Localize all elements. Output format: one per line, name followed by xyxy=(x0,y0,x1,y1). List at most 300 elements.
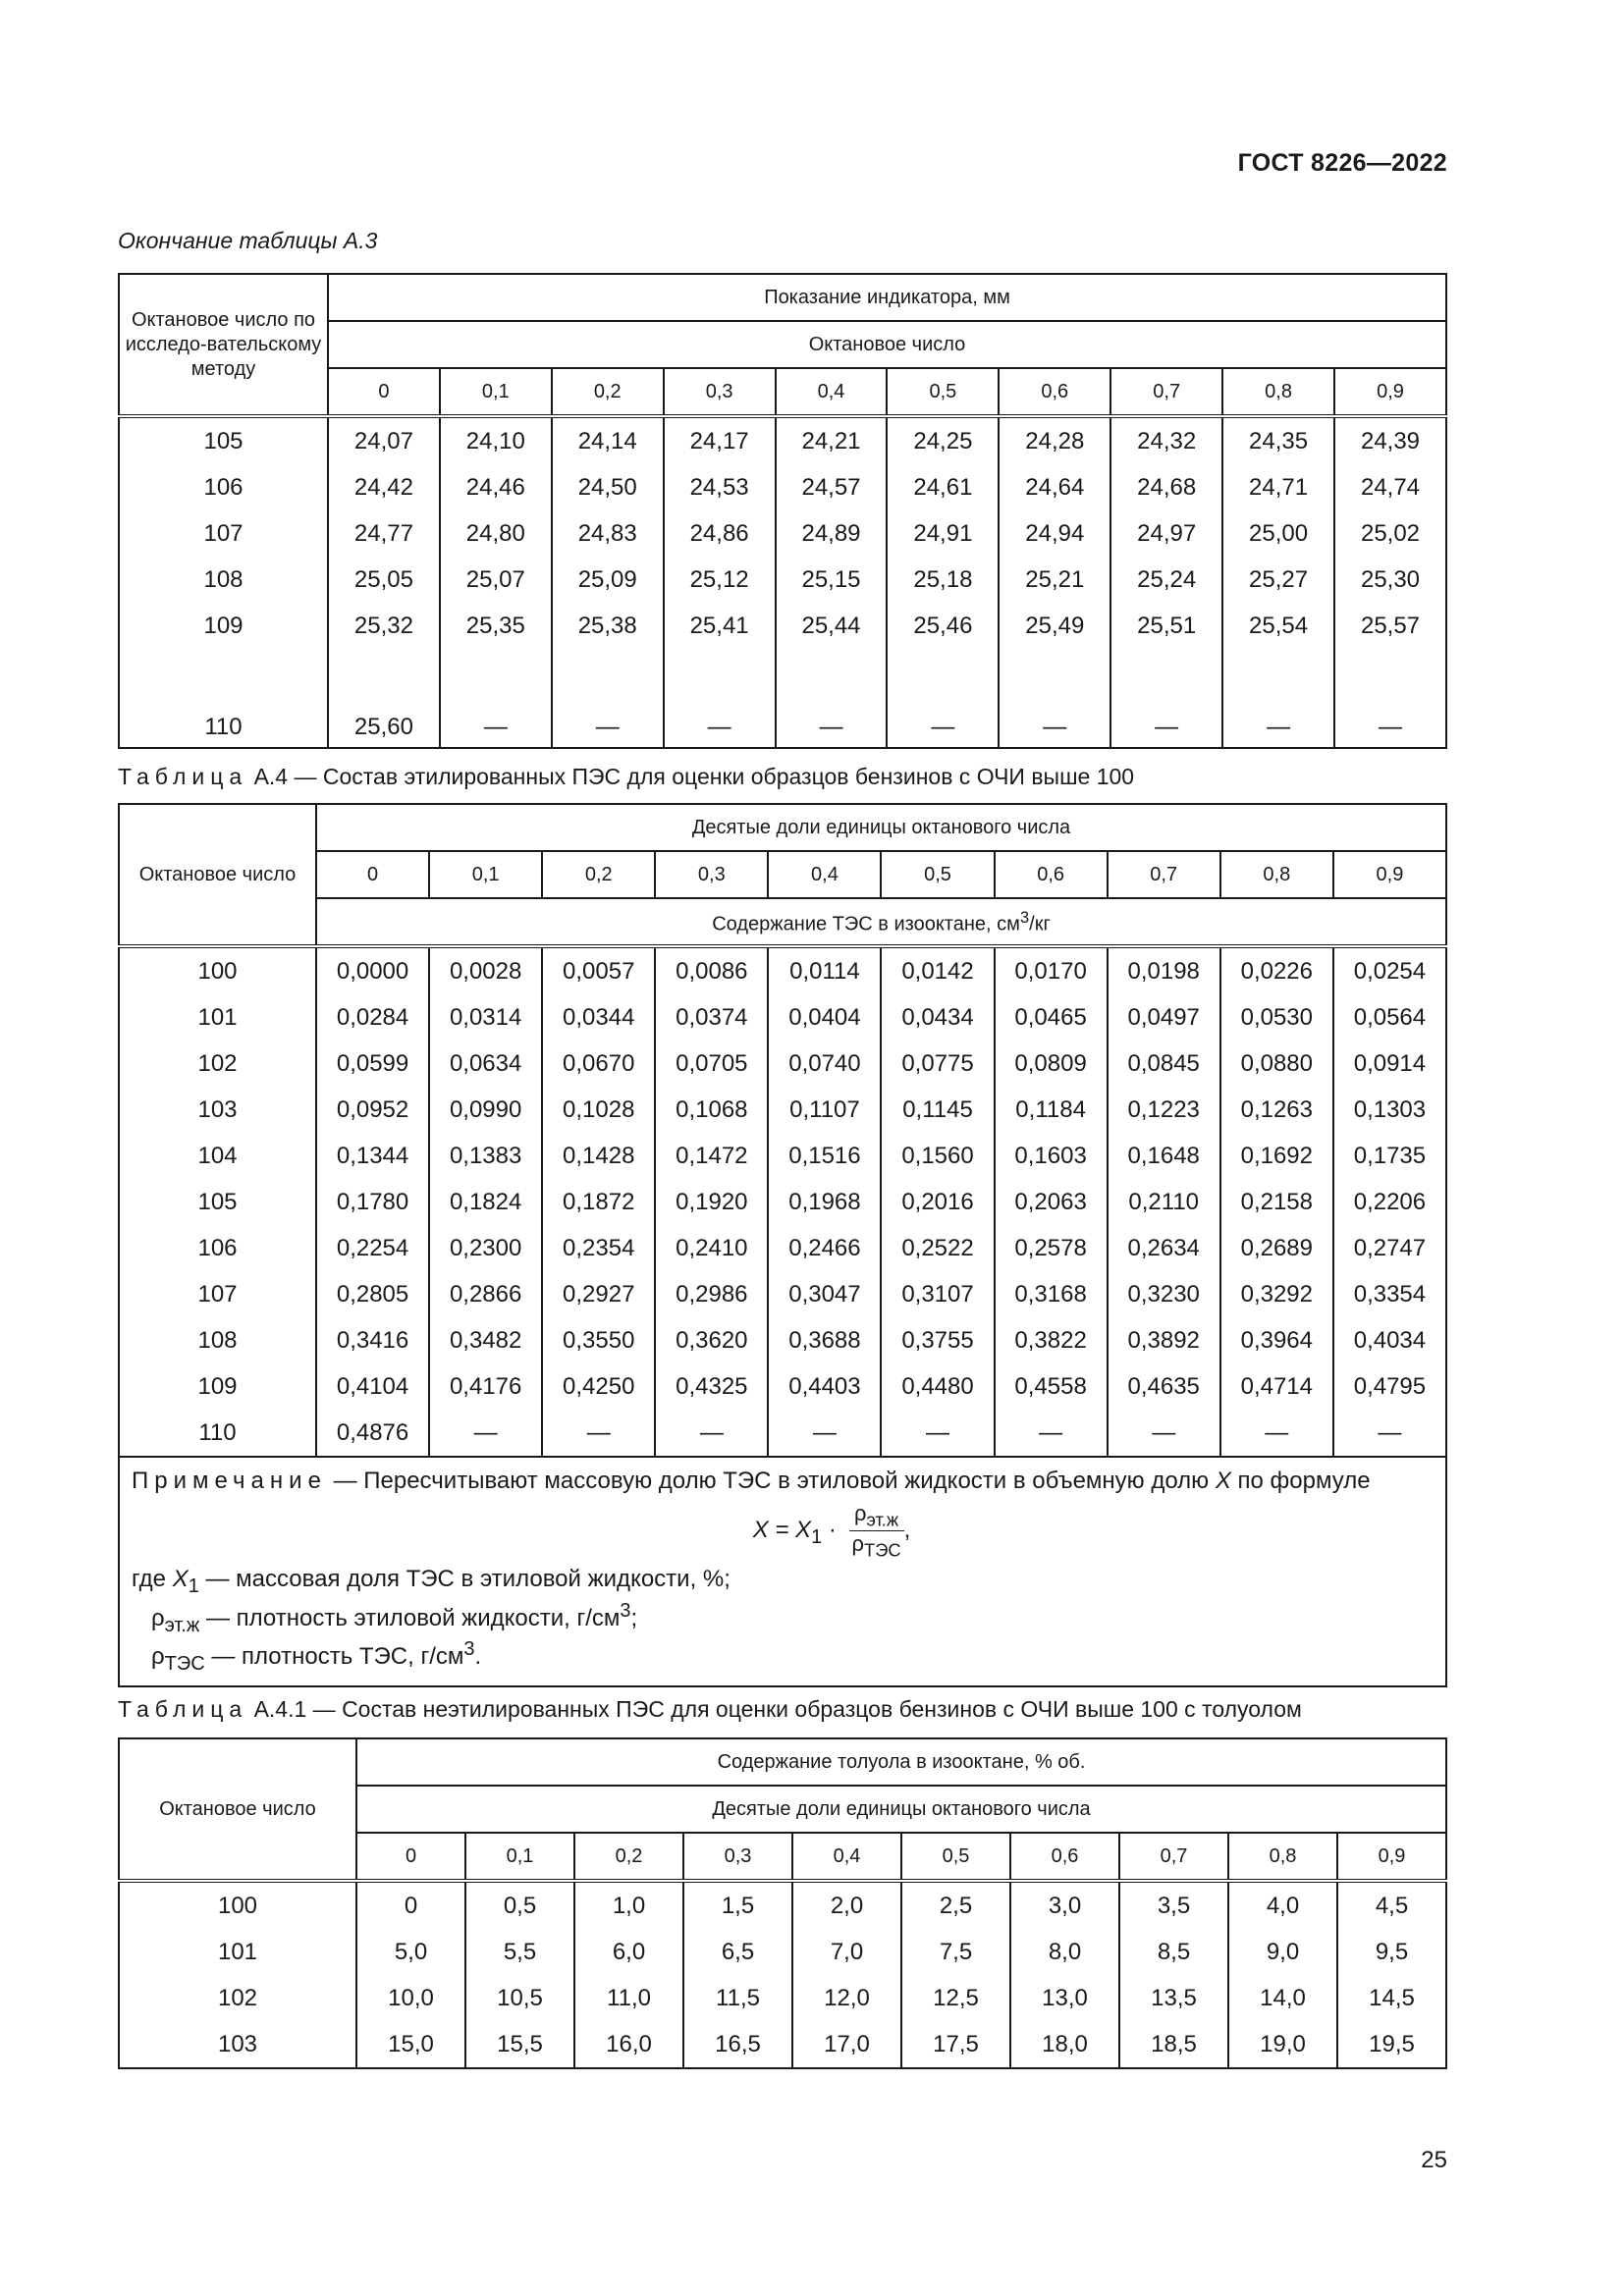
table-cell: 24,07 xyxy=(328,416,440,464)
table-cell: 0,0990 xyxy=(429,1087,542,1133)
row-label: 106 xyxy=(119,464,328,510)
column-header: 0,6 xyxy=(1010,1833,1119,1881)
table-cell: 13,5 xyxy=(1119,1975,1228,2021)
unit-text: Содержание ТЭС в изооктане, см xyxy=(712,913,1020,935)
table-cell: 3,5 xyxy=(1119,1881,1228,1929)
table-word: Таблица xyxy=(118,764,248,789)
column-header: 0,5 xyxy=(887,368,999,416)
table-cell: 24,80 xyxy=(440,510,552,557)
table-cell: 3,0 xyxy=(1010,1881,1119,1929)
table-cell: — xyxy=(1220,1410,1333,1457)
table-cell: 0,3047 xyxy=(768,1271,881,1317)
row-label: 103 xyxy=(119,1087,316,1133)
column-header: 0,7 xyxy=(1108,851,1220,898)
table-cell: 0,0254 xyxy=(1333,946,1446,994)
table-cell: 0,3620 xyxy=(655,1317,768,1363)
group-header: Десятые доли единицы октанового числа xyxy=(316,804,1446,851)
table-cell: 24,35 xyxy=(1222,416,1334,464)
column-header: 0 xyxy=(356,1833,465,1881)
table-cell: 0,1735 xyxy=(1333,1133,1446,1179)
table-cell: 0,0374 xyxy=(655,994,768,1041)
table-row xyxy=(119,464,1446,510)
table-row xyxy=(119,1087,1446,1133)
table-cell: 24,91 xyxy=(887,510,999,557)
table-cell: 25,24 xyxy=(1110,557,1222,603)
table-cell: 25,35 xyxy=(440,603,552,649)
table-cell: 0,0198 xyxy=(1108,946,1220,994)
row-label: 107 xyxy=(119,1271,316,1317)
table-cell: 24,50 xyxy=(552,464,664,510)
table-cell: 1,0 xyxy=(574,1881,683,1929)
table-cell: 0,4034 xyxy=(1333,1317,1446,1363)
column-header: 0,3 xyxy=(683,1833,792,1881)
table-row xyxy=(119,946,1446,994)
column-header: 0,4 xyxy=(768,851,881,898)
table-cell: 25,57 xyxy=(1334,603,1446,649)
table-cell: 25,27 xyxy=(1222,557,1334,603)
formula-denominator xyxy=(849,1531,904,1561)
row-label: 101 xyxy=(119,994,316,1041)
formula xyxy=(230,1501,1434,1562)
table-cell: 0,4558 xyxy=(995,1363,1108,1410)
table-cell: — xyxy=(999,649,1110,748)
formula-dot: · xyxy=(822,1517,843,1544)
table-cell: 0,2634 xyxy=(1108,1225,1220,1271)
table-cell: 0,2466 xyxy=(768,1225,881,1271)
table-cell: 24,77 xyxy=(328,510,440,557)
table-cell: 19,5 xyxy=(1337,2021,1446,2068)
table-cell: 24,10 xyxy=(440,416,552,464)
table-cell: 25,46 xyxy=(887,603,999,649)
table-cell: 24,61 xyxy=(887,464,999,510)
table-row xyxy=(119,510,1446,557)
table-cell: 0,4795 xyxy=(1333,1363,1446,1410)
sub-header: Десятые доли единицы октанового числа xyxy=(356,1786,1446,1833)
table-cell: 24,97 xyxy=(1110,510,1222,557)
column-header: 0,5 xyxy=(901,1833,1010,1881)
formula-lhs: X = X xyxy=(752,1517,812,1544)
row-label: 106 xyxy=(119,1225,316,1271)
column-header: 0,3 xyxy=(664,368,776,416)
note-text-2: по формуле xyxy=(1230,1468,1371,1494)
table-cell: 0,2158 xyxy=(1220,1179,1333,1225)
table-cell: 24,57 xyxy=(776,464,888,510)
table-cell: — xyxy=(1222,649,1334,748)
column-header: 0,7 xyxy=(1119,1833,1228,1881)
table-cell: 2,0 xyxy=(792,1881,901,1929)
rho-end: . xyxy=(474,1643,482,1671)
table-cell: 7,0 xyxy=(792,1929,901,1975)
table-cell: 25,30 xyxy=(1334,557,1446,603)
table-cell: 0,0670 xyxy=(542,1041,655,1087)
row-header: Октановое число xyxy=(119,1738,356,1881)
where-var: X xyxy=(172,1565,189,1592)
table-cell: 25,02 xyxy=(1334,510,1446,557)
row-label: 109 xyxy=(119,603,328,649)
table-cell: 9,0 xyxy=(1228,1929,1337,1975)
table-cell: 0,2410 xyxy=(655,1225,768,1271)
table-row xyxy=(119,2021,1446,2068)
table-cell: 25,00 xyxy=(1222,510,1334,557)
table-note xyxy=(119,1457,1446,1686)
table-cell: 24,42 xyxy=(328,464,440,510)
caption-text: А.4.1 — Состав неэтилированных ПЭС для оценки образцов бензинов с ОЧИ выше 100 с толуолом xyxy=(253,1696,1302,1722)
table-cell: 6,0 xyxy=(574,1929,683,1975)
table-cell: 0,0028 xyxy=(429,946,542,994)
table-cell: — xyxy=(552,649,664,748)
table-row xyxy=(119,557,1446,603)
table-cell: 0,0634 xyxy=(429,1041,542,1087)
table-cell: 4,5 xyxy=(1337,1881,1446,1929)
table-cell: — xyxy=(887,649,999,748)
column-header: 0,6 xyxy=(999,368,1110,416)
table-cell: 0,1263 xyxy=(1220,1087,1333,1133)
table-row xyxy=(119,1271,1446,1317)
table-row xyxy=(119,1881,1446,1929)
where-var-sub: 1 xyxy=(188,1575,199,1597)
table-cell: 0,0952 xyxy=(316,1087,429,1133)
table-cell: 25,51 xyxy=(1110,603,1222,649)
table-cell: 0,2805 xyxy=(316,1271,429,1317)
table-row xyxy=(119,416,1446,464)
row-label: 102 xyxy=(119,1975,356,2021)
table-cell: 0,4876 xyxy=(316,1410,429,1457)
numerator-sub: эт.ж xyxy=(866,1509,899,1530)
formula-lhs-sub: 1 xyxy=(811,1526,823,1549)
table-a3-continuation-caption: Окончание таблицы А.3 xyxy=(118,228,378,253)
column-header: 0,7 xyxy=(1110,368,1222,416)
formula-comma: , xyxy=(903,1517,911,1544)
table-cell: 0,0740 xyxy=(768,1041,881,1087)
row-label: 100 xyxy=(119,1881,356,1929)
table-cell: 0,3550 xyxy=(542,1317,655,1363)
table-cell: 0,3354 xyxy=(1333,1271,1446,1317)
table-cell: 0,0086 xyxy=(655,946,768,994)
table-row xyxy=(119,1317,1446,1363)
table-cell: — xyxy=(1333,1410,1446,1457)
table-cell: 25,05 xyxy=(328,557,440,603)
table-cell: 0,1692 xyxy=(1220,1133,1333,1179)
note-text-1: — Пересчитывают массовую долю ТЭС в этиловой жидкости в объемную долю xyxy=(333,1468,1216,1494)
table-cell: 0,0114 xyxy=(768,946,881,994)
table-cell: 0,2254 xyxy=(316,1225,429,1271)
table-cell: 0,1920 xyxy=(655,1179,768,1225)
table-cell: 10,0 xyxy=(356,1975,465,2021)
table-cell: 0,1184 xyxy=(995,1087,1108,1133)
table-cell: 7,5 xyxy=(901,1929,1010,1975)
note-label: Примечание xyxy=(132,1468,327,1494)
table-cell: 0,0284 xyxy=(316,994,429,1041)
denominator-rho: ρ xyxy=(851,1531,865,1557)
row-label: 105 xyxy=(119,1179,316,1225)
table-a4-caption xyxy=(118,764,1134,790)
table-cell: 24,64 xyxy=(999,464,1110,510)
unit-superscript: 3 xyxy=(1019,907,1030,927)
table-cell: 25,09 xyxy=(552,557,664,603)
table-cell: 0,2689 xyxy=(1220,1225,1333,1271)
table-cell: 0,2522 xyxy=(881,1225,994,1271)
column-header: 0,6 xyxy=(995,851,1108,898)
table-cell: 18,5 xyxy=(1119,2021,1228,2068)
table-cell: 25,44 xyxy=(776,603,888,649)
table-row xyxy=(119,1179,1446,1225)
table-cell: 0,1516 xyxy=(768,1133,881,1179)
column-header: 0,4 xyxy=(792,1833,901,1881)
table-row xyxy=(119,1225,1446,1271)
table-cell: 0,0809 xyxy=(995,1041,1108,1087)
table-cell: 0,0845 xyxy=(1108,1041,1220,1087)
row-label: 107 xyxy=(119,510,328,557)
table-cell: 19,0 xyxy=(1228,2021,1337,2068)
rho-sub: ТЭС xyxy=(164,1653,205,1676)
rho-symbol: ρ xyxy=(151,1643,165,1671)
table-cell: 25,32 xyxy=(328,603,440,649)
rho-sup: 3 xyxy=(620,1599,631,1622)
rho-sub: эт.ж xyxy=(164,1614,200,1636)
table-cell: — xyxy=(542,1410,655,1457)
rho-ethyl-line xyxy=(132,1600,1434,1637)
table-cell: 0,1028 xyxy=(542,1087,655,1133)
column-header: 0 xyxy=(328,368,440,416)
sub-header: Октановое число xyxy=(328,321,1446,368)
row-label: 108 xyxy=(119,1317,316,1363)
table-cell: 0,0497 xyxy=(1108,994,1220,1041)
numerator-rho: ρ xyxy=(853,1501,867,1525)
table-cell: 0,3482 xyxy=(429,1317,542,1363)
table-cell: 0,2016 xyxy=(881,1179,994,1225)
table-cell: 0,2300 xyxy=(429,1225,542,1271)
unit-tail: /кг xyxy=(1029,913,1051,935)
table-cell: 0,2866 xyxy=(429,1271,542,1317)
column-header: 0,9 xyxy=(1333,851,1446,898)
table-cell: 12,0 xyxy=(792,1975,901,2021)
table-cell: — xyxy=(1108,1410,1220,1457)
table-row xyxy=(119,1410,1446,1457)
table-cell: 8,0 xyxy=(1010,1929,1119,1975)
table-cell: 16,0 xyxy=(574,2021,683,2068)
table-cell: — xyxy=(768,1410,881,1457)
table-cell: 0,1223 xyxy=(1108,1087,1220,1133)
table-cell: 0,0170 xyxy=(995,946,1108,994)
table-cell: 5,0 xyxy=(356,1929,465,1975)
table-cell: — xyxy=(429,1410,542,1457)
table-cell: 0,2206 xyxy=(1333,1179,1446,1225)
column-header: 0 xyxy=(316,851,429,898)
column-header: 0,4 xyxy=(776,368,888,416)
table-cell: 24,14 xyxy=(552,416,664,464)
table-cell: 0,2986 xyxy=(655,1271,768,1317)
table-cell: 0,0705 xyxy=(655,1041,768,1087)
table-cell: 0,1472 xyxy=(655,1133,768,1179)
table-row xyxy=(119,1041,1446,1087)
rho-symbol: ρ xyxy=(151,1604,165,1631)
table-cell: 24,25 xyxy=(887,416,999,464)
note-var-x: X xyxy=(1215,1468,1231,1494)
column-header: 0,2 xyxy=(552,368,664,416)
table-cell: 0,3822 xyxy=(995,1317,1108,1363)
row-label: 105 xyxy=(119,416,328,464)
table-cell: 24,89 xyxy=(776,510,888,557)
table-cell: 13,0 xyxy=(1010,1975,1119,2021)
table-cell: 9,5 xyxy=(1337,1929,1446,1975)
table-cell: 0,1145 xyxy=(881,1087,994,1133)
table-cell: 24,83 xyxy=(552,510,664,557)
table-cell: — xyxy=(776,649,888,748)
rho-text: — плотность этиловой жидкости, г/см xyxy=(199,1604,621,1631)
rho-text: — плотность ТЭС, г/см xyxy=(204,1643,464,1671)
table-cell: 0,3230 xyxy=(1108,1271,1220,1317)
table-cell: 6,5 xyxy=(683,1929,792,1975)
table-cell: 24,94 xyxy=(999,510,1110,557)
formula-numerator xyxy=(849,1501,904,1531)
table-cell: 0,5 xyxy=(465,1881,574,1929)
row-label: 102 xyxy=(119,1041,316,1087)
row-label: 108 xyxy=(119,557,328,603)
table-cell: 0,0599 xyxy=(316,1041,429,1087)
table-word: Таблица xyxy=(118,1696,248,1722)
column-header: 0,3 xyxy=(655,851,768,898)
table-cell: 0,3892 xyxy=(1108,1317,1220,1363)
table-cell: 0,0404 xyxy=(768,994,881,1041)
table-cell: 0,0344 xyxy=(542,994,655,1041)
table-cell: 0,1648 xyxy=(1108,1133,1220,1179)
table-cell: 0,0564 xyxy=(1333,994,1446,1041)
table-cell: 0,0057 xyxy=(542,946,655,994)
table-cell: — xyxy=(1334,649,1446,748)
table-cell: — xyxy=(664,649,776,748)
table-cell: 11,5 xyxy=(683,1975,792,2021)
table-cell: 14,5 xyxy=(1337,1975,1446,2021)
unit-header xyxy=(316,898,1446,946)
table-cell: — xyxy=(655,1410,768,1457)
row-label: 101 xyxy=(119,1929,356,1975)
table-row xyxy=(119,1133,1446,1179)
table-cell: 0,3755 xyxy=(881,1317,994,1363)
table-cell: 0,0465 xyxy=(995,994,1108,1041)
table-a41-caption xyxy=(118,1696,1302,1723)
table-cell: 0,4714 xyxy=(1220,1363,1333,1410)
table-cell: 0,4176 xyxy=(429,1363,542,1410)
table-cell: 0,2747 xyxy=(1333,1225,1446,1271)
table-cell: 15,0 xyxy=(356,2021,465,2068)
rho-tes-line xyxy=(132,1638,1434,1676)
column-header: 0,5 xyxy=(881,851,994,898)
table-cell: 0,0226 xyxy=(1220,946,1333,994)
table-cell: 0,0914 xyxy=(1333,1041,1446,1087)
table-cell: 25,54 xyxy=(1222,603,1334,649)
note-line xyxy=(132,1468,1434,1495)
table-cell: 25,49 xyxy=(999,603,1110,649)
table-cell: 24,71 xyxy=(1222,464,1334,510)
table-cell: 0 xyxy=(356,1881,465,1929)
table-cell: 25,15 xyxy=(776,557,888,603)
table-cell: 1,5 xyxy=(683,1881,792,1929)
table-cell: 0,2578 xyxy=(995,1225,1108,1271)
table-cell: 0,1344 xyxy=(316,1133,429,1179)
row-header: Октановое число по исследо-вательскому методу xyxy=(119,274,328,416)
table-row xyxy=(119,1363,1446,1410)
table-a3 xyxy=(118,273,1447,749)
table-cell: — xyxy=(881,1410,994,1457)
rho-sup: 3 xyxy=(463,1638,475,1661)
table-cell: 0,1428 xyxy=(542,1133,655,1179)
table-row xyxy=(119,1975,1446,2021)
table-row xyxy=(119,603,1446,649)
group-header: Содержание толуола в изооктане, % об. xyxy=(356,1738,1446,1786)
column-header: 0,2 xyxy=(542,851,655,898)
table-cell: 0,3964 xyxy=(1220,1317,1333,1363)
column-header: 0,9 xyxy=(1334,368,1446,416)
row-label: 110 xyxy=(119,649,328,748)
table-cell: 0,1560 xyxy=(881,1133,994,1179)
table-cell: 10,5 xyxy=(465,1975,574,2021)
table-cell: 0,3688 xyxy=(768,1317,881,1363)
where-line xyxy=(132,1566,1434,1598)
table-cell: 25,60 xyxy=(328,649,440,748)
table-cell: 24,46 xyxy=(440,464,552,510)
table-cell: 25,21 xyxy=(999,557,1110,603)
table-cell: 0,3416 xyxy=(316,1317,429,1363)
denominator-sub: ТЭС xyxy=(864,1539,901,1561)
table-cell: 0,4635 xyxy=(1108,1363,1220,1410)
row-label: 110 xyxy=(119,1410,316,1457)
table-cell: 0,0880 xyxy=(1220,1041,1333,1087)
table-cell: 24,32 xyxy=(1110,416,1222,464)
group-header: Показание индикатора, мм xyxy=(328,274,1446,321)
table-cell: 0,0434 xyxy=(881,994,994,1041)
table-cell: 24,74 xyxy=(1334,464,1446,510)
row-label: 103 xyxy=(119,2021,356,2068)
row-label: 104 xyxy=(119,1133,316,1179)
table-cell: 24,86 xyxy=(664,510,776,557)
column-header: 0,8 xyxy=(1222,368,1334,416)
table-cell: 0,1968 xyxy=(768,1179,881,1225)
column-header: 0,8 xyxy=(1228,1833,1337,1881)
table-cell: 24,28 xyxy=(999,416,1110,464)
table-a4 xyxy=(118,803,1447,1687)
table-cell: 0,4250 xyxy=(542,1363,655,1410)
table-cell: 14,0 xyxy=(1228,1975,1337,2021)
table-cell: 15,5 xyxy=(465,2021,574,2068)
table-cell: 17,5 xyxy=(901,2021,1010,2068)
table-row xyxy=(119,649,1446,748)
table-cell: 25,07 xyxy=(440,557,552,603)
table-cell: 18,0 xyxy=(1010,2021,1119,2068)
row-header: Октановое число xyxy=(119,804,316,946)
table-cell: 0,4403 xyxy=(768,1363,881,1410)
table-cell: 4,0 xyxy=(1228,1881,1337,1929)
column-header: 0,1 xyxy=(465,1833,574,1881)
table-cell: 2,5 xyxy=(901,1881,1010,1929)
table-cell: 0,1068 xyxy=(655,1087,768,1133)
table-cell: 25,18 xyxy=(887,557,999,603)
table-cell: 0,0775 xyxy=(881,1041,994,1087)
table-cell: — xyxy=(440,649,552,748)
table-cell: 5,5 xyxy=(465,1929,574,1975)
table-cell: 0,0000 xyxy=(316,946,429,994)
table-cell: 25,41 xyxy=(664,603,776,649)
table-cell: 0,1824 xyxy=(429,1179,542,1225)
table-row xyxy=(119,994,1446,1041)
document-code: ГОСТ 8226—2022 xyxy=(1237,149,1447,177)
table-cell: 0,3168 xyxy=(995,1271,1108,1317)
table-cell: 0,2063 xyxy=(995,1179,1108,1225)
table-a41 xyxy=(118,1737,1447,2069)
table-cell: 0,4480 xyxy=(881,1363,994,1410)
table-cell: — xyxy=(995,1410,1108,1457)
page-number: 25 xyxy=(1421,2147,1447,2173)
table-cell: 25,38 xyxy=(552,603,664,649)
